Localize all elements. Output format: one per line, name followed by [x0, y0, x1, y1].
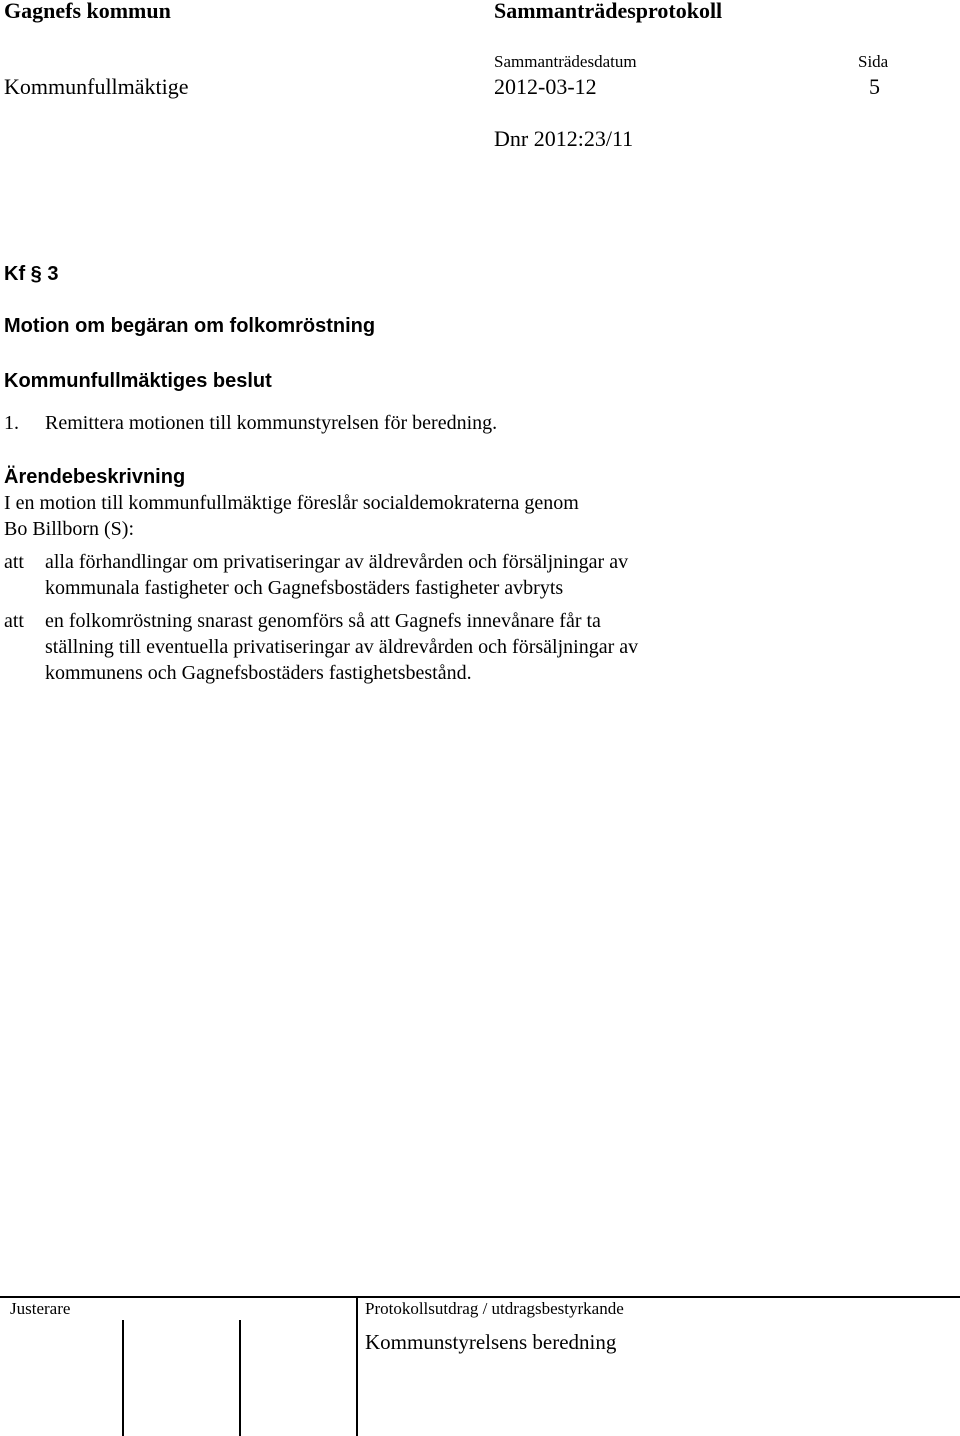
description-intro-line: I en motion till kommunfullmäktige föreslår socialdemokraterna genom	[4, 492, 579, 514]
decision-item-text: Remittera motionen till kommunstyrelsen för beredning.	[45, 412, 498, 434]
decision-heading: Kommunfullmäktiges beslut	[4, 370, 272, 392]
proposal-prefix: att	[4, 551, 24, 573]
page-label: Sida	[858, 52, 889, 71]
proposal-line: en folkomröstning snarast genomförs så att Gagnefs innevånare får ta	[45, 610, 601, 632]
organization-name: Gagnefs kommun	[4, 0, 171, 23]
meeting-date-value: 2012-03-12	[494, 74, 597, 99]
body-name: Kommunfullmäktige	[4, 74, 189, 99]
page-title: Motion om begäran om folkomröstning	[4, 315, 376, 337]
proposal-line: kommunala fastigheter och Gagnefsbostäders fastigheter avbryts	[45, 577, 564, 599]
diary-number: Dnr 2012:23/11	[494, 126, 634, 151]
signature-box-divider	[239, 1320, 241, 1436]
footer-divider	[0, 1296, 960, 1298]
proposal-line: alla förhandlingar om privatiseringar av äldrevården och försäljningar av	[45, 551, 629, 573]
proposal-line: ställning till eventuella privatiseringar av äldrevården och försäljningar av	[45, 636, 639, 658]
meeting-date-label: Sammanträdesdatum	[494, 52, 637, 71]
extract-value: Kommunstyrelsens beredning	[365, 1330, 617, 1354]
document-type: Sammanträdesprotokoll	[494, 0, 723, 23]
page-number: 5	[869, 74, 880, 99]
proposal-prefix: att	[4, 610, 24, 632]
signature-box-divider	[122, 1320, 124, 1436]
description-intro-line: Bo Billborn (S):	[4, 518, 135, 540]
extract-label: Protokollsutdrag / utdragsbestyrkande	[365, 1299, 624, 1318]
section-reference: Kf § 3	[4, 263, 59, 285]
proposal-line: kommunens och Gagnefsbostäders fastighetsbestånd.	[45, 662, 472, 684]
description-heading: Ärendebeskrivning	[4, 466, 186, 488]
footer-column-divider	[356, 1298, 358, 1436]
decision-item-number: 1.	[4, 412, 19, 434]
justerare-label: Justerare	[10, 1299, 71, 1318]
